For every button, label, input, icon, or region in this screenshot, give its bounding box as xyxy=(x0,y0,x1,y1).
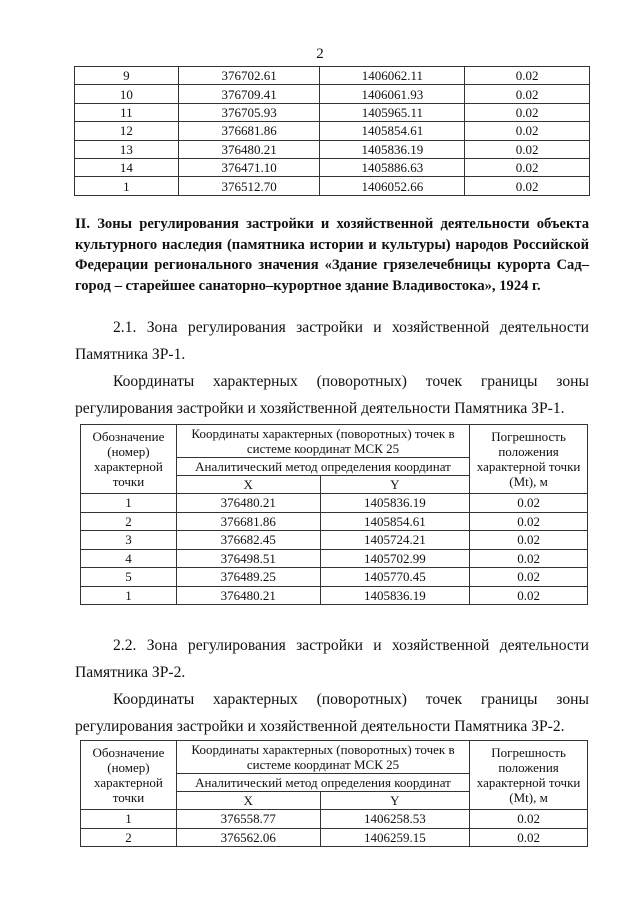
point-number-cell: 12 xyxy=(75,122,179,140)
y-coordinate-cell: 1406052.66 xyxy=(320,177,465,195)
table-row xyxy=(81,494,588,513)
error-cell: 0.02 xyxy=(465,122,590,140)
section-heading: II. Зоны регулирования застройки и хозяйственной деятельности объекта культурного наследия (памятника истории и культуры) народов Российской Федерации регионального значения «Здание грязелечебницы курорта Сад–город – старейшее санаторно–курортное здание Владивостока», 1924 г. xyxy=(75,216,589,294)
table-row xyxy=(81,828,588,847)
error-cell: 0.02 xyxy=(465,158,590,176)
point-number-cell: 2 xyxy=(81,512,177,531)
point-number-cell: 1 xyxy=(81,586,177,605)
error-cell: 0.02 xyxy=(470,531,588,550)
table-row xyxy=(75,140,590,158)
header-x: X xyxy=(176,476,320,494)
x-coordinate-cell: 376480.21 xyxy=(176,586,320,605)
point-number-cell: 9 xyxy=(75,67,179,85)
header-coordinates: Координаты характерных (поворотных) точек в системе координат МСК 25 xyxy=(176,741,469,774)
zone1-coords-intro: Координаты характерных (поворотных) точек границы зоны регулирования застройки и хозяйственной деятельности Памятника ЗР-1. xyxy=(75,373,589,417)
x-coordinate-cell: 376709.41 xyxy=(178,85,320,103)
y-coordinate-cell: 1406259.15 xyxy=(320,828,470,847)
zone2-title: 2.2. Зона регулирования застройки и хозяйственной деятельности Памятника ЗР-2. xyxy=(75,637,589,681)
error-cell: 0.02 xyxy=(470,568,588,587)
error-cell: 0.02 xyxy=(470,586,588,605)
y-coordinate-cell: 1405770.45 xyxy=(320,568,470,587)
header-y: Y xyxy=(320,792,470,810)
x-coordinate-cell: 376681.86 xyxy=(176,512,320,531)
table-row xyxy=(75,122,590,140)
table-row xyxy=(75,158,590,176)
x-coordinate-cell: 376512.70 xyxy=(178,177,320,195)
point-number-cell: 5 xyxy=(81,568,177,587)
zone2-coords-intro: Координаты характерных (поворотных) точек границы зоны регулирования застройки и хозяйственной деятельности Памятника ЗР-2. xyxy=(75,691,589,735)
zone2-table-data xyxy=(81,810,588,847)
y-coordinate-cell: 1406062.11 xyxy=(320,67,465,85)
x-coordinate-cell: 376705.93 xyxy=(178,103,320,121)
table-row xyxy=(75,177,590,195)
error-cell: 0.02 xyxy=(465,67,590,85)
header-y: Y xyxy=(320,476,470,494)
table-row xyxy=(81,549,588,568)
error-cell: 0.02 xyxy=(470,512,588,531)
point-number-cell: 14 xyxy=(75,158,179,176)
error-cell: 0.02 xyxy=(465,140,590,158)
y-coordinate-cell: 1405836.19 xyxy=(320,140,465,158)
zone1-table-body xyxy=(81,425,588,494)
y-coordinate-cell: 1405702.99 xyxy=(320,549,470,568)
x-coordinate-cell: 376498.51 xyxy=(176,549,320,568)
zone1-coordinates-table xyxy=(80,424,588,605)
zone1-title: 2.1. Зона регулирования застройки и хозяйственной деятельности Памятника ЗР-1. xyxy=(75,319,589,363)
point-number-cell: 11 xyxy=(75,103,179,121)
table-row xyxy=(75,67,590,85)
x-coordinate-cell: 376558.77 xyxy=(176,810,320,829)
error-cell: 0.02 xyxy=(470,810,588,829)
x-coordinate-cell: 376562.06 xyxy=(176,828,320,847)
zone1-table-data xyxy=(81,494,588,605)
y-coordinate-cell: 1405854.61 xyxy=(320,122,465,140)
zone2-coordinates-table xyxy=(80,740,588,847)
point-number-cell: 13 xyxy=(75,140,179,158)
header-error: Погрешность положения характерной точки (Mt), м xyxy=(470,741,588,810)
x-coordinate-cell: 376489.25 xyxy=(176,568,320,587)
point-number-cell: 1 xyxy=(75,177,179,195)
x-coordinate-cell: 376480.21 xyxy=(176,494,320,513)
point-number-cell: 2 xyxy=(81,828,177,847)
table-row xyxy=(81,531,588,550)
top-table-body xyxy=(75,67,590,196)
y-coordinate-cell: 1406061.93 xyxy=(320,85,465,103)
table-row xyxy=(81,810,588,829)
error-cell: 0.02 xyxy=(465,177,590,195)
point-number-cell: 3 xyxy=(81,531,177,550)
error-cell: 0.02 xyxy=(470,549,588,568)
header-designation: Обозначение (номер) характерной точки xyxy=(81,425,177,494)
zone2-table-body xyxy=(81,741,588,810)
header-designation: Обозначение (номер) характерной точки xyxy=(81,741,177,810)
error-cell: 0.02 xyxy=(470,494,588,513)
top-coordinates-table xyxy=(74,66,590,196)
page-number: 2 xyxy=(316,46,324,62)
header-coordinates: Координаты характерных (поворотных) точек в системе координат МСК 25 xyxy=(176,425,469,458)
x-coordinate-cell: 376681.86 xyxy=(178,122,320,140)
table-row xyxy=(81,568,588,587)
table-row xyxy=(75,103,590,121)
y-coordinate-cell: 1405724.21 xyxy=(320,531,470,550)
x-coordinate-cell: 376480.21 xyxy=(178,140,320,158)
error-cell: 0.02 xyxy=(470,828,588,847)
point-number-cell: 1 xyxy=(81,494,177,513)
y-coordinate-cell: 1405836.19 xyxy=(320,494,470,513)
header-method: Аналитический метод определения координат xyxy=(176,774,469,792)
y-coordinate-cell: 1406258.53 xyxy=(320,810,470,829)
point-number-cell: 10 xyxy=(75,85,179,103)
y-coordinate-cell: 1405965.11 xyxy=(320,103,465,121)
point-number-cell: 1 xyxy=(81,810,177,829)
header-error: Погрешность положения характерной точки (Mt), м xyxy=(470,425,588,494)
point-number-cell: 4 xyxy=(81,549,177,568)
header-x: X xyxy=(176,792,320,810)
header-method: Аналитический метод определения координат xyxy=(176,458,469,476)
x-coordinate-cell: 376702.61 xyxy=(178,67,320,85)
x-coordinate-cell: 376682.45 xyxy=(176,531,320,550)
y-coordinate-cell: 1405886.63 xyxy=(320,158,465,176)
error-cell: 0.02 xyxy=(465,103,590,121)
table-row xyxy=(81,586,588,605)
table-row xyxy=(81,512,588,531)
y-coordinate-cell: 1405836.19 xyxy=(320,586,470,605)
table-row xyxy=(75,85,590,103)
x-coordinate-cell: 376471.10 xyxy=(178,158,320,176)
y-coordinate-cell: 1405854.61 xyxy=(320,512,470,531)
error-cell: 0.02 xyxy=(465,85,590,103)
